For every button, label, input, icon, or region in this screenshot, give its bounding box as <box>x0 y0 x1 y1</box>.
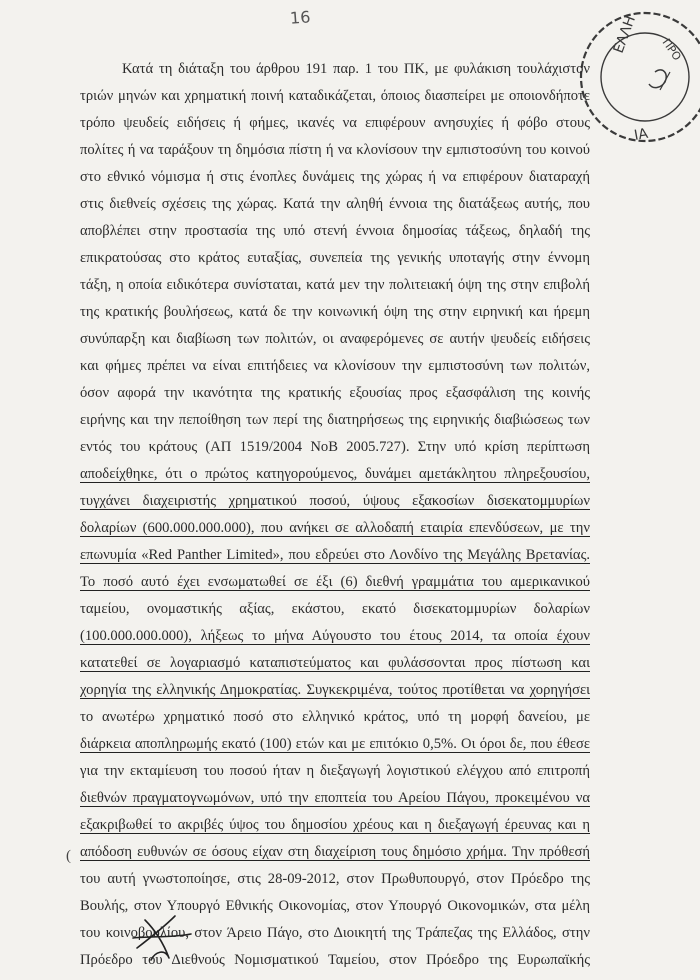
text-line: τρόπο ψευδείς ειδήσεις ή φήμες, ικανές να επιφέρουν ανησυχίες ή φόβο στους <box>80 115 590 131</box>
judgment-text <box>80 56 590 974</box>
margin-mark: ( <box>66 848 71 864</box>
signature <box>125 908 200 968</box>
text-line: επωνυμία «Red Panther Limited», που εδρεύει στο Λονδίνο της Μεγάλης Βρετανίας. <box>80 547 590 563</box>
stamp-text-side: ΠΡΟ <box>659 36 684 64</box>
text-line: τυγχάνει διαχειριστής χρηματικού ποσού, ύψους εξακοσίων δισεκατομμυρίων <box>80 493 590 509</box>
text-line: της κρατικής βουλήσεως, κατά δε την κοινωνική όψη της στην ειρηνική και ήρεμη <box>80 304 590 320</box>
text-line: δολαρίων (600.000.000.000), που ανήκει σε αλλοδαπή εταιρία επενδύσεων, με την <box>80 520 590 536</box>
text-line: Κατά τη διάταξη του άρθρου 191 παρ. 1 του ΠΚ, με φυλάκιση τουλάχιστον <box>122 61 590 77</box>
text-line: Βουλής, στον Υπουργό Εθνικής Οικονομίας, στον Υπουργό Οικονομικών, στα μέλη <box>80 898 590 914</box>
text-line: στις διεθνείς σχέσεις της χώρας. Κατά την αληθή έννοια της διατάξεως αυτής, που <box>80 196 590 212</box>
text-line: χορηγία της ελληνικής Δημοκρατίας. Συγκεκριμένα, τούτος προτίθεται να χορηγήσει <box>80 682 590 698</box>
text-line: συνύπαρξη και διαβίωση των πολιτών, οι αναφερόμενες σε αυτήν ψευδείς ειδήσεις <box>80 331 590 347</box>
stamp-text-bottom: ΙΑ <box>632 125 650 144</box>
text-line: εξακριβωθεί το ακριβές ύψος του δημοσίου χρέους και η διεξαγωγή έρευνας και η <box>80 817 590 833</box>
text-line: όσον αφορά την ικανότητα της κρατικής εξουσίας προς εξασφάλιση της κοινής <box>80 385 590 401</box>
text-line: αποδείχθηκε, ότι ο πρώτος κατηγορούμενος, δυνάμει αμετάκλητου πληρεξουσίου, <box>80 466 590 482</box>
text-line: (100.000.000.000), λήξεως το μήνα Αύγουστο του έτους 2014, τα οποία έχουν <box>80 628 590 644</box>
text-line: και φήμες πρέπει να είναι επιτήδειες να κλονίσουν την εμπιστοσύνη των πολιτών, <box>80 358 590 374</box>
text-line: στο εθνικό νόμισμα ή στις ένοπλες δυνάμεις της χώρας ή να επιφέρουν διαταραχή <box>80 169 590 185</box>
text-line: απόδοση ευθυνών σε όσους είχαν στη διαχείριση τους δημόσιο χρήμα. Την πρόθεσή <box>80 844 590 860</box>
text-line: τριών μηνών και χρηματική ποινή καταδικάζεται, όποιος διασπείρει με οποιονδήποτε <box>80 88 590 104</box>
text-line: τάξη, η οποία ειδικότερα συνίσταται, κατά μεν την πολιτειακή όψη της στην επιβολή <box>80 277 590 293</box>
text-line: διάρκεια αποπληρωμής εκατό (100) ετών και με επιτόκιο 0,5%. Οι όροι δε, που έθεσε <box>80 736 590 752</box>
text-line: Το ποσό αυτό έχει ενσωματωθεί σε έξι (6) διεθνή γραμμάτια του αμερικανικού <box>80 574 590 590</box>
text-line: το ανωτέρω χρηματικό ποσό στο ελληνικό κράτος, υπό τη μορφή δανείου, με <box>80 709 590 725</box>
stamp-text-top: ΕΛΛΗ <box>610 13 639 56</box>
text-line: Πρόεδρο του Διεθνούς Νομισματικού Ταμείου, στον Πρόεδρο της Ευρωπαϊκής <box>80 952 590 968</box>
text-line: για την εκταμίευση του ποσού ήταν η διεξαγωγή λογιστικού ελέγχου από επιτροπή <box>80 763 590 779</box>
text-line: αποβλέπει στην προστασία της υπό στενή έννοια δημοσίας τάξεως, δηλαδή της <box>80 223 590 239</box>
text-line: του αυτή γνωστοποίησε, στις 28-09-2012, στον Πρωθυπουργό, στον Πρόεδρο της <box>80 871 590 887</box>
page-number: 16 <box>289 7 311 28</box>
text-line: διεθνών πραγματογνωμόνων, υπό την εποπτεία του Αρείου Πάγου, προκειμένου να <box>80 790 590 806</box>
text-line: πολίτες ή να ταράξουν τη δημόσια πίστη ή να κλονίσουν την εμπιστοσύνη του κοινού <box>80 142 590 158</box>
text-line: επικρατούσας στο κράτος ευταξίας, συνεπεία της γενικής υποταγής στην έννομη <box>80 250 590 266</box>
text-line: του κοινοβουλίου, στον Άρειο Πάγο, στο Διοικητή της Τράπεζας της Ελλάδος, στην <box>80 925 590 941</box>
text-line: εντός του κράτους (ΑΠ 1519/2004 ΝοΒ 2005.727). Στην υπό κρίση περίπτωση <box>80 439 590 455</box>
text-line: ειρήνης και την πεποίθηση των περί της διατηρήσεως της ειρηνικής διαβιώσεως των <box>80 412 590 428</box>
text-line: ταμείου, ονομαστικής αξίας, εκάστου, εκατό δισεκατομμυρίων δολαρίων <box>80 601 590 617</box>
text-line: κατατεθεί σε λογαριασμό καταπιστεύματος και φυλάσσονται προς πίστωση και <box>80 655 590 671</box>
